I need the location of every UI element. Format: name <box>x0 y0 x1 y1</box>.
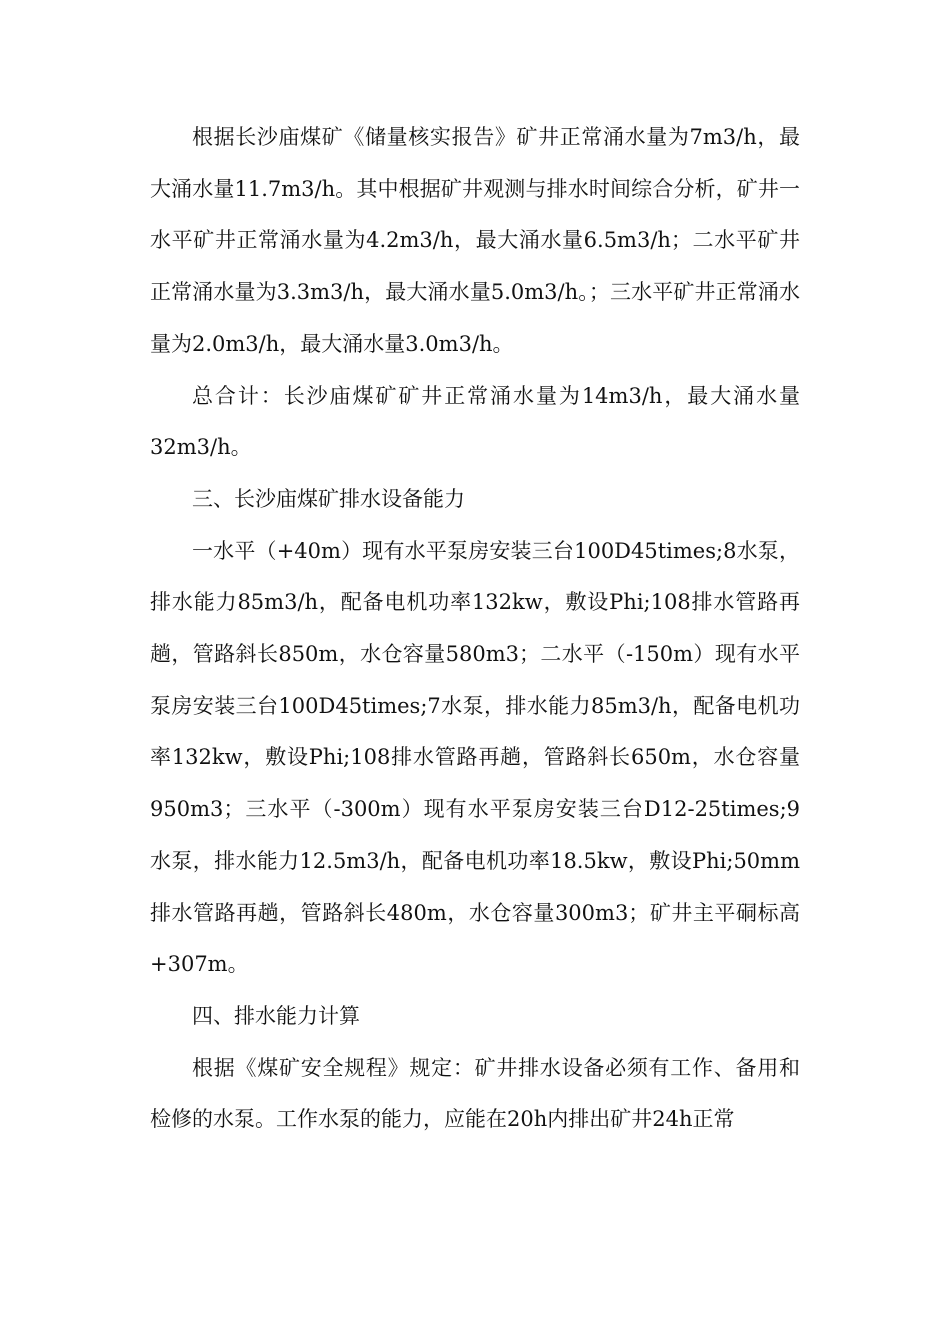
paragraph-water-inflow: 根据长沙庙煤矿《储量核实报告》矿井正常涌水量为7m3/h，最大涌水量11.7m3/h。其中根据矿井观测与排水时间综合分析，矿井一水平矿井正常涌水量为4.2m3/h，最大涌水量6.5m3/h；二水平矿井正常涌水量为3.3m3/h，最大涌水量5.0m3/h。；三水平矿井正常涌水量为2.0m3/h，最大涌水量3.0m3/h。 <box>150 125 800 356</box>
paragraph-safety-regulation: 根据《煤矿安全规程》规定：矿井排水设备必须有工作、备用和检修的水泵。工作水泵的能力，应能在20h内排出矿井24h正常 <box>150 1055 800 1132</box>
paragraph-drainage-equipment: 一水平（+40m）现有水平泵房安装三台100D45times;8水泵，排水能力85m3/h，配备电机功率132kw，敷设Phi;108排水管路再趟，管路斜长850m，水仓容量580m3；二水平（-150m）现有水平泵房安装三台100D45times;7水泵，排水能力85m3/h，配备电机功率132kw，敷设Phi;108排水管路再趟，管路斜长650m，水仓容量950m3；三水平（-300m）现有水平泵房安装三台D12-25times;9水泵，排水能力12.5m3/h，配备电机功率18.5kw，敷设Phi;50mm排水管路再趟，管路斜长480m，水仓容量300m3；矿井主平硐标高+307m。 <box>150 538 800 977</box>
section-heading-capacity-calculation: 四、排水能力计算 <box>192 1003 360 1028</box>
section-heading-drainage-equipment: 三、长沙庙煤矿排水设备能力 <box>192 486 465 511</box>
document-body <box>150 112 800 1146</box>
paragraph-total: 总合计：长沙庙煤矿矿井正常涌水量为14m3/h，最大涌水量32m3/h。 <box>150 383 800 460</box>
